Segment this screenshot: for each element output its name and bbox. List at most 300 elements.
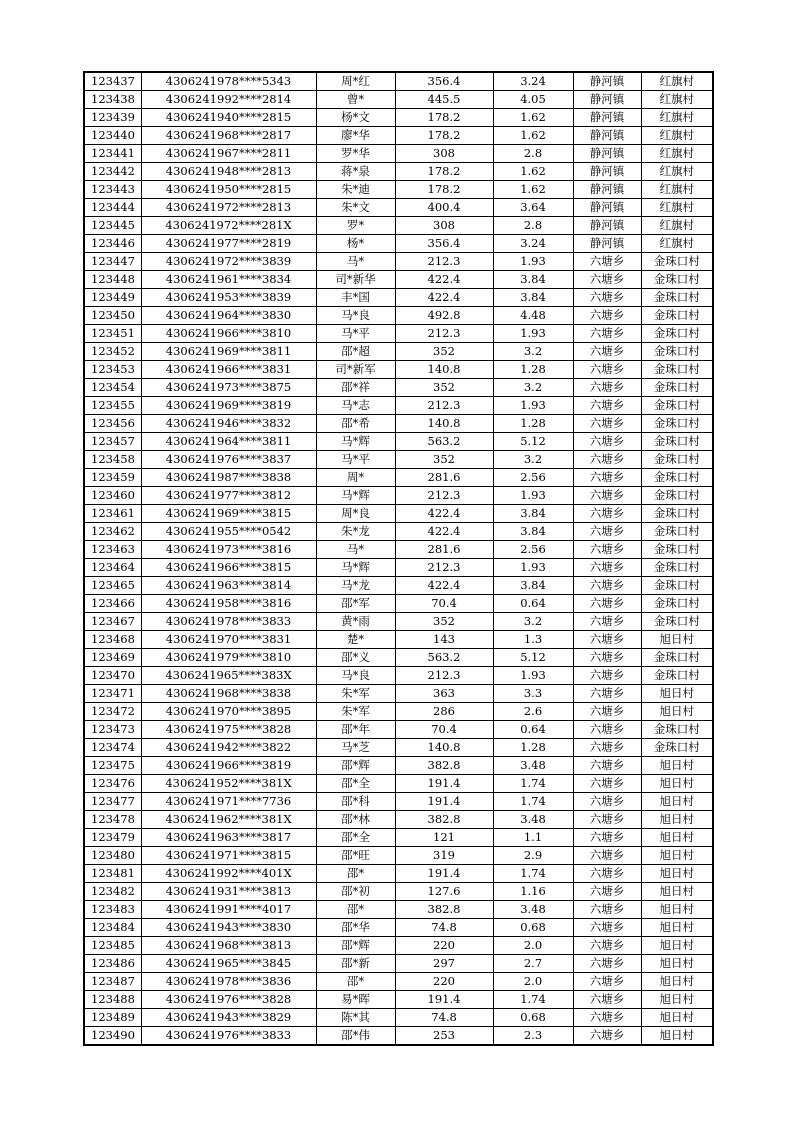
record-number-cell: 123460 xyxy=(84,487,141,505)
id-number-cell: 4306241968****3813 xyxy=(141,937,316,955)
village-cell: 旭日村 xyxy=(641,775,713,793)
township-cell: 六塘乡 xyxy=(573,577,641,595)
township-cell: 静河镇 xyxy=(573,163,641,181)
area-cell: 4.05 xyxy=(493,91,573,109)
id-number-cell: 4306241972****281X xyxy=(141,217,316,235)
record-number-cell: 123480 xyxy=(84,847,141,865)
table-row xyxy=(84,181,713,199)
area-cell: 3.2 xyxy=(493,451,573,469)
village-cell: 金珠口村 xyxy=(641,595,713,613)
village-cell: 旭日村 xyxy=(641,829,713,847)
record-number-cell: 123457 xyxy=(84,433,141,451)
village-cell: 金珠口村 xyxy=(641,721,713,739)
area-cell: 2.6 xyxy=(493,703,573,721)
record-number-cell: 123467 xyxy=(84,613,141,631)
id-number-cell: 4306241972****3839 xyxy=(141,253,316,271)
name-cell: 邵*辉 xyxy=(316,937,395,955)
table-row xyxy=(84,559,713,577)
amount-cell: 286 xyxy=(395,703,493,721)
table-row xyxy=(84,1027,713,1046)
record-number-cell: 123453 xyxy=(84,361,141,379)
amount-cell: 212.3 xyxy=(395,325,493,343)
id-number-cell: 4306241948****2813 xyxy=(141,163,316,181)
township-cell: 六塘乡 xyxy=(573,775,641,793)
name-cell: 马*辉 xyxy=(316,559,395,577)
id-number-cell: 4306241962****381X xyxy=(141,811,316,829)
record-number-cell: 123452 xyxy=(84,343,141,361)
record-number-cell: 123489 xyxy=(84,1009,141,1027)
id-number-cell: 4306241961****3834 xyxy=(141,271,316,289)
table-body xyxy=(84,72,713,1045)
record-number-cell: 123451 xyxy=(84,325,141,343)
table-row xyxy=(84,919,713,937)
record-number-cell: 123479 xyxy=(84,829,141,847)
record-number-cell: 123465 xyxy=(84,577,141,595)
table-row xyxy=(84,343,713,361)
village-cell: 金珠口村 xyxy=(641,307,713,325)
township-cell: 六塘乡 xyxy=(573,271,641,289)
village-cell: 旭日村 xyxy=(641,631,713,649)
name-cell: 杨* xyxy=(316,235,395,253)
area-cell: 1.62 xyxy=(493,109,573,127)
name-cell: 马*良 xyxy=(316,667,395,685)
township-cell: 六塘乡 xyxy=(573,289,641,307)
township-cell: 六塘乡 xyxy=(573,991,641,1009)
amount-cell: 178.2 xyxy=(395,109,493,127)
name-cell: 周*良 xyxy=(316,505,395,523)
name-cell: 朱*龙 xyxy=(316,523,395,541)
record-number-cell: 123446 xyxy=(84,235,141,253)
amount-cell: 382.8 xyxy=(395,757,493,775)
table-row xyxy=(84,145,713,163)
name-cell: 丰*国 xyxy=(316,289,395,307)
amount-cell: 297 xyxy=(395,955,493,973)
name-cell: 邵*华 xyxy=(316,919,395,937)
area-cell: 3.48 xyxy=(493,757,573,775)
name-cell: 司*新军 xyxy=(316,361,395,379)
village-cell: 金珠口村 xyxy=(641,469,713,487)
record-number-cell: 123455 xyxy=(84,397,141,415)
village-cell: 旭日村 xyxy=(641,865,713,883)
area-cell: 5.12 xyxy=(493,649,573,667)
name-cell: 蒋*泉 xyxy=(316,163,395,181)
area-cell: 3.84 xyxy=(493,289,573,307)
village-cell: 金珠口村 xyxy=(641,433,713,451)
table-row xyxy=(84,289,713,307)
record-number-cell: 123443 xyxy=(84,181,141,199)
village-cell: 红旗村 xyxy=(641,72,713,91)
name-cell: 周*红 xyxy=(316,72,395,91)
table-row xyxy=(84,163,713,181)
village-cell: 旭日村 xyxy=(641,811,713,829)
record-number-cell: 123483 xyxy=(84,901,141,919)
table-row xyxy=(84,883,713,901)
id-number-cell: 4306241978****3833 xyxy=(141,613,316,631)
record-number-cell: 123463 xyxy=(84,541,141,559)
amount-cell: 74.8 xyxy=(395,1009,493,1027)
name-cell: 曾* xyxy=(316,91,395,109)
area-cell: 3.3 xyxy=(493,685,573,703)
amount-cell: 281.6 xyxy=(395,541,493,559)
table-row xyxy=(84,973,713,991)
amount-cell: 121 xyxy=(395,829,493,847)
area-cell: 1.93 xyxy=(493,559,573,577)
amount-cell: 319 xyxy=(395,847,493,865)
id-number-cell: 4306241968****3838 xyxy=(141,685,316,703)
township-cell: 六塘乡 xyxy=(573,505,641,523)
record-number-cell: 123474 xyxy=(84,739,141,757)
amount-cell: 212.3 xyxy=(395,487,493,505)
village-cell: 红旗村 xyxy=(641,235,713,253)
table-row xyxy=(84,523,713,541)
township-cell: 六塘乡 xyxy=(573,631,641,649)
village-cell: 金珠口村 xyxy=(641,379,713,397)
township-cell: 六塘乡 xyxy=(573,919,641,937)
table-row xyxy=(84,505,713,523)
township-cell: 六塘乡 xyxy=(573,685,641,703)
township-cell: 六塘乡 xyxy=(573,487,641,505)
record-number-cell: 123449 xyxy=(84,289,141,307)
table-row xyxy=(84,91,713,109)
amount-cell: 422.4 xyxy=(395,289,493,307)
township-cell: 六塘乡 xyxy=(573,613,641,631)
township-cell: 静河镇 xyxy=(573,181,641,199)
name-cell: 邵*年 xyxy=(316,721,395,739)
area-cell: 1.93 xyxy=(493,397,573,415)
amount-cell: 140.8 xyxy=(395,361,493,379)
id-number-cell: 4306241966****3819 xyxy=(141,757,316,775)
amount-cell: 127.6 xyxy=(395,883,493,901)
area-cell: 3.24 xyxy=(493,72,573,91)
table-row xyxy=(84,415,713,433)
area-cell: 3.64 xyxy=(493,199,573,217)
amount-cell: 308 xyxy=(395,217,493,235)
village-cell: 金珠口村 xyxy=(641,343,713,361)
id-number-cell: 4306241973****3875 xyxy=(141,379,316,397)
table-row xyxy=(84,325,713,343)
name-cell: 邵*辉 xyxy=(316,757,395,775)
township-cell: 六塘乡 xyxy=(573,757,641,775)
township-cell: 六塘乡 xyxy=(573,361,641,379)
amount-cell: 191.4 xyxy=(395,865,493,883)
village-cell: 旭日村 xyxy=(641,757,713,775)
township-cell: 六塘乡 xyxy=(573,847,641,865)
name-cell: 邵* xyxy=(316,865,395,883)
id-number-cell: 4306241969****3815 xyxy=(141,505,316,523)
id-number-cell: 4306241968****2817 xyxy=(141,127,316,145)
id-number-cell: 4306241963****3814 xyxy=(141,577,316,595)
area-cell: 3.84 xyxy=(493,271,573,289)
township-cell: 静河镇 xyxy=(573,91,641,109)
township-cell: 六塘乡 xyxy=(573,829,641,847)
data-table xyxy=(83,71,714,1046)
record-number-cell: 123482 xyxy=(84,883,141,901)
village-cell: 旭日村 xyxy=(641,973,713,991)
amount-cell: 70.4 xyxy=(395,595,493,613)
amount-cell: 74.8 xyxy=(395,919,493,937)
township-cell: 六塘乡 xyxy=(573,901,641,919)
id-number-cell: 4306241971****7736 xyxy=(141,793,316,811)
amount-cell: 140.8 xyxy=(395,415,493,433)
area-cell: 2.8 xyxy=(493,145,573,163)
township-cell: 六塘乡 xyxy=(573,649,641,667)
id-number-cell: 4306241969****3819 xyxy=(141,397,316,415)
township-cell: 六塘乡 xyxy=(573,451,641,469)
record-number-cell: 123442 xyxy=(84,163,141,181)
village-cell: 金珠口村 xyxy=(641,649,713,667)
area-cell: 1.93 xyxy=(493,253,573,271)
area-cell: 2.56 xyxy=(493,469,573,487)
township-cell: 六塘乡 xyxy=(573,595,641,613)
table-row xyxy=(84,577,713,595)
name-cell: 邵* xyxy=(316,901,395,919)
township-cell: 静河镇 xyxy=(573,109,641,127)
amount-cell: 178.2 xyxy=(395,127,493,145)
name-cell: 邵*林 xyxy=(316,811,395,829)
table-row xyxy=(84,613,713,631)
township-cell: 六塘乡 xyxy=(573,865,641,883)
table-row xyxy=(84,433,713,451)
table-row xyxy=(84,865,713,883)
area-cell: 1.62 xyxy=(493,127,573,145)
area-cell: 2.8 xyxy=(493,217,573,235)
table-row xyxy=(84,955,713,973)
table-row xyxy=(84,127,713,145)
id-number-cell: 4306241963****3817 xyxy=(141,829,316,847)
table-row xyxy=(84,397,713,415)
name-cell: 马*志 xyxy=(316,397,395,415)
id-number-cell: 4306241966****3810 xyxy=(141,325,316,343)
id-number-cell: 4306241965****3845 xyxy=(141,955,316,973)
record-number-cell: 123469 xyxy=(84,649,141,667)
area-cell: 0.64 xyxy=(493,721,573,739)
area-cell: 3.48 xyxy=(493,901,573,919)
village-cell: 金珠口村 xyxy=(641,559,713,577)
record-number-cell: 123454 xyxy=(84,379,141,397)
table-row xyxy=(84,307,713,325)
id-number-cell: 4306241991****4017 xyxy=(141,901,316,919)
name-cell: 杨*文 xyxy=(316,109,395,127)
amount-cell: 352 xyxy=(395,343,493,361)
amount-cell: 143 xyxy=(395,631,493,649)
area-cell: 3.84 xyxy=(493,577,573,595)
village-cell: 旭日村 xyxy=(641,937,713,955)
table-row xyxy=(84,271,713,289)
table-row xyxy=(84,451,713,469)
name-cell: 邵*全 xyxy=(316,775,395,793)
area-cell: 3.84 xyxy=(493,505,573,523)
id-number-cell: 4306241964****3811 xyxy=(141,433,316,451)
village-cell: 红旗村 xyxy=(641,109,713,127)
village-cell: 红旗村 xyxy=(641,145,713,163)
amount-cell: 352 xyxy=(395,613,493,631)
table-row xyxy=(84,667,713,685)
area-cell: 2.0 xyxy=(493,937,573,955)
township-cell: 六塘乡 xyxy=(573,253,641,271)
area-cell: 2.0 xyxy=(493,973,573,991)
table-row xyxy=(84,469,713,487)
village-cell: 金珠口村 xyxy=(641,667,713,685)
area-cell: 1.16 xyxy=(493,883,573,901)
id-number-cell: 4306241973****3816 xyxy=(141,541,316,559)
village-cell: 旭日村 xyxy=(641,1009,713,1027)
village-cell: 金珠口村 xyxy=(641,271,713,289)
township-cell: 静河镇 xyxy=(573,199,641,217)
village-cell: 红旗村 xyxy=(641,163,713,181)
id-number-cell: 4306241964****3830 xyxy=(141,307,316,325)
table-row xyxy=(84,235,713,253)
village-cell: 旭日村 xyxy=(641,793,713,811)
table-row xyxy=(84,72,713,91)
area-cell: 1.62 xyxy=(493,181,573,199)
table-row xyxy=(84,649,713,667)
township-cell: 六塘乡 xyxy=(573,379,641,397)
township-cell: 静河镇 xyxy=(573,235,641,253)
amount-cell: 352 xyxy=(395,379,493,397)
area-cell: 1.28 xyxy=(493,415,573,433)
id-number-cell: 4306241977****2819 xyxy=(141,235,316,253)
name-cell: 易*晖 xyxy=(316,991,395,1009)
amount-cell: 212.3 xyxy=(395,559,493,577)
area-cell: 1.74 xyxy=(493,793,573,811)
area-cell: 1.93 xyxy=(493,325,573,343)
amount-cell: 563.2 xyxy=(395,433,493,451)
amount-cell: 70.4 xyxy=(395,721,493,739)
village-cell: 金珠口村 xyxy=(641,613,713,631)
village-cell: 旭日村 xyxy=(641,901,713,919)
record-number-cell: 123437 xyxy=(84,72,141,91)
township-cell: 静河镇 xyxy=(573,127,641,145)
village-cell: 金珠口村 xyxy=(641,541,713,559)
id-number-cell: 4306241958****3816 xyxy=(141,595,316,613)
township-cell: 静河镇 xyxy=(573,217,641,235)
id-number-cell: 4306241976****3828 xyxy=(141,991,316,1009)
table-row xyxy=(84,901,713,919)
table-row xyxy=(84,721,713,739)
record-number-cell: 123441 xyxy=(84,145,141,163)
village-cell: 金珠口村 xyxy=(641,451,713,469)
table-row xyxy=(84,685,713,703)
record-number-cell: 123488 xyxy=(84,991,141,1009)
record-number-cell: 123444 xyxy=(84,199,141,217)
township-cell: 六塘乡 xyxy=(573,739,641,757)
record-number-cell: 123470 xyxy=(84,667,141,685)
village-cell: 金珠口村 xyxy=(641,415,713,433)
table-row xyxy=(84,811,713,829)
amount-cell: 220 xyxy=(395,937,493,955)
record-number-cell: 123475 xyxy=(84,757,141,775)
table-row xyxy=(84,541,713,559)
name-cell: 马*龙 xyxy=(316,577,395,595)
village-cell: 旭日村 xyxy=(641,991,713,1009)
name-cell: 司*新华 xyxy=(316,271,395,289)
table-row xyxy=(84,253,713,271)
table-row xyxy=(84,487,713,505)
table-row xyxy=(84,703,713,721)
area-cell: 3.24 xyxy=(493,235,573,253)
name-cell: 邵*义 xyxy=(316,649,395,667)
name-cell: 邵*科 xyxy=(316,793,395,811)
record-number-cell: 123466 xyxy=(84,595,141,613)
amount-cell: 178.2 xyxy=(395,163,493,181)
table-row xyxy=(84,991,713,1009)
record-number-cell: 123485 xyxy=(84,937,141,955)
id-number-cell: 4306241992****401X xyxy=(141,865,316,883)
record-number-cell: 123458 xyxy=(84,451,141,469)
record-number-cell: 123440 xyxy=(84,127,141,145)
record-number-cell: 123478 xyxy=(84,811,141,829)
amount-cell: 140.8 xyxy=(395,739,493,757)
village-cell: 金珠口村 xyxy=(641,325,713,343)
amount-cell: 191.4 xyxy=(395,775,493,793)
name-cell: 廖*华 xyxy=(316,127,395,145)
name-cell: 陈*其 xyxy=(316,1009,395,1027)
area-cell: 1.1 xyxy=(493,829,573,847)
table-row xyxy=(84,757,713,775)
area-cell: 1.62 xyxy=(493,163,573,181)
village-cell: 红旗村 xyxy=(641,181,713,199)
name-cell: 邵*伟 xyxy=(316,1027,395,1046)
name-cell: 楚* xyxy=(316,631,395,649)
record-number-cell: 123477 xyxy=(84,793,141,811)
id-number-cell: 4306241966****3815 xyxy=(141,559,316,577)
record-number-cell: 123486 xyxy=(84,955,141,973)
village-cell: 旭日村 xyxy=(641,883,713,901)
table-row xyxy=(84,847,713,865)
id-number-cell: 4306241970****3831 xyxy=(141,631,316,649)
record-number-cell: 123450 xyxy=(84,307,141,325)
amount-cell: 382.8 xyxy=(395,811,493,829)
id-number-cell: 4306241992****2814 xyxy=(141,91,316,109)
name-cell: 罗*华 xyxy=(316,145,395,163)
id-number-cell: 4306241987****3838 xyxy=(141,469,316,487)
village-cell: 金珠口村 xyxy=(641,289,713,307)
name-cell: 邵*军 xyxy=(316,595,395,613)
township-cell: 六塘乡 xyxy=(573,415,641,433)
id-number-cell: 4306241975****3828 xyxy=(141,721,316,739)
amount-cell: 191.4 xyxy=(395,991,493,1009)
township-cell: 六塘乡 xyxy=(573,667,641,685)
area-cell: 2.3 xyxy=(493,1027,573,1046)
area-cell: 1.74 xyxy=(493,991,573,1009)
amount-cell: 422.4 xyxy=(395,505,493,523)
id-number-cell: 4306241950****2815 xyxy=(141,181,316,199)
village-cell: 旭日村 xyxy=(641,919,713,937)
record-number-cell: 123445 xyxy=(84,217,141,235)
record-number-cell: 123464 xyxy=(84,559,141,577)
village-cell: 金珠口村 xyxy=(641,523,713,541)
table-row xyxy=(84,937,713,955)
area-cell: 0.68 xyxy=(493,919,573,937)
amount-cell: 382.8 xyxy=(395,901,493,919)
name-cell: 马*良 xyxy=(316,307,395,325)
record-number-cell: 123439 xyxy=(84,109,141,127)
id-number-cell: 4306241977****3812 xyxy=(141,487,316,505)
name-cell: 邵*祥 xyxy=(316,379,395,397)
record-number-cell: 123456 xyxy=(84,415,141,433)
record-number-cell: 123459 xyxy=(84,469,141,487)
record-number-cell: 123473 xyxy=(84,721,141,739)
id-number-cell: 4306241978****5343 xyxy=(141,72,316,91)
table-row xyxy=(84,829,713,847)
table-row xyxy=(84,379,713,397)
id-number-cell: 4306241967****2811 xyxy=(141,145,316,163)
village-cell: 红旗村 xyxy=(641,127,713,145)
township-cell: 六塘乡 xyxy=(573,1009,641,1027)
name-cell: 马*辉 xyxy=(316,433,395,451)
amount-cell: 212.3 xyxy=(395,253,493,271)
record-number-cell: 123487 xyxy=(84,973,141,991)
